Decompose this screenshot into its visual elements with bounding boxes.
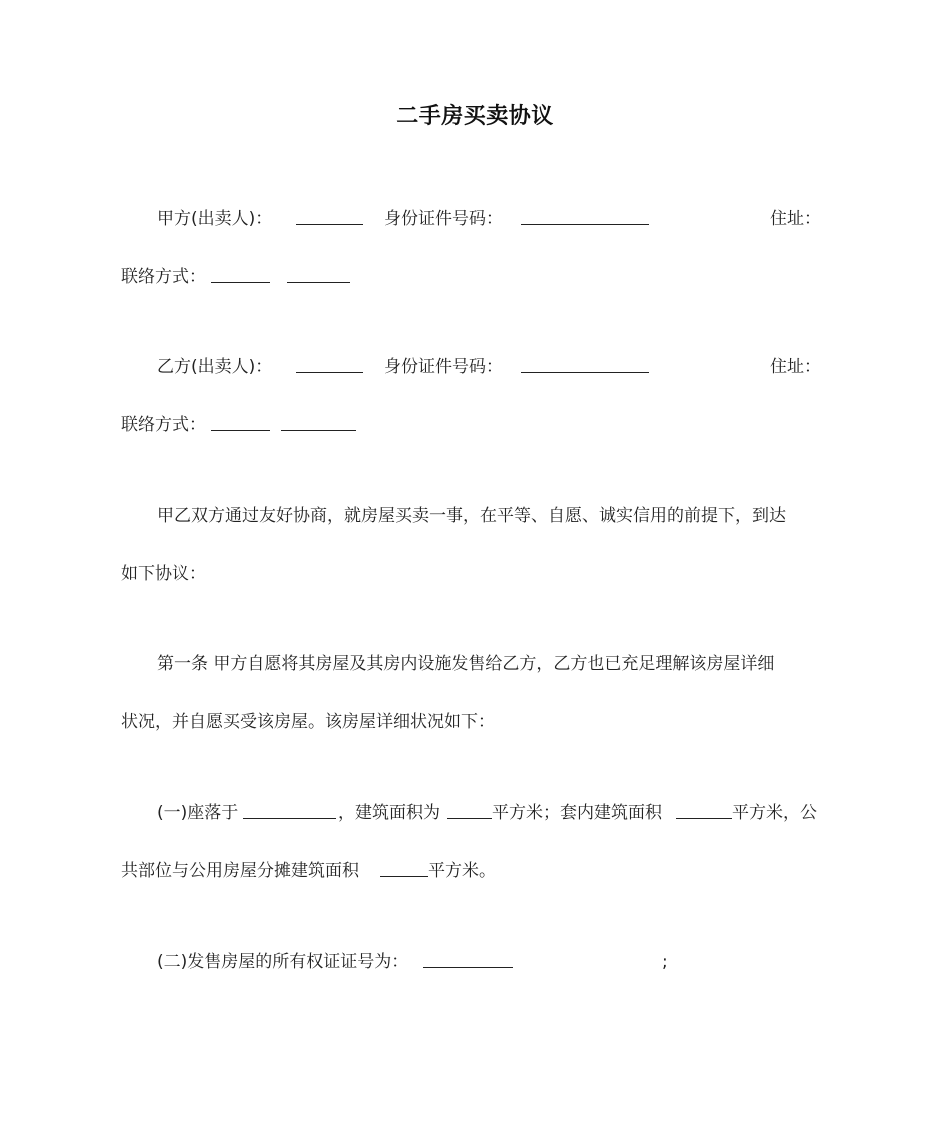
item-1-location-label: (一)座落于: [157, 803, 239, 823]
party-b-contact-label: 联络方式：: [121, 415, 206, 435]
item-1-location-blank: [243, 801, 336, 826]
intro-line-1: 甲乙双方通过友好协商，就房屋买卖一事，在平等、自愿、诚实信用的前提下，到达: [157, 506, 786, 526]
party-a-id-blank: [521, 207, 649, 232]
party-b-address-label: 住址：: [770, 357, 821, 377]
item-2-cert-blank: [423, 950, 513, 975]
item-2-cert-label: (二)发售房屋的所有权证证号为：: [157, 952, 409, 972]
item-1-area-label: ，建筑面积为: [338, 803, 440, 823]
item-2-semicolon: ;: [662, 952, 668, 972]
party-a-contact-blank-2: [287, 265, 350, 290]
party-a-name-blank: [296, 207, 363, 232]
item-1-shared-area-blank: [380, 859, 428, 884]
party-b-id-label: 身份证件号码：: [384, 357, 503, 377]
article-1-line-2: 状况，并自愿买受该房屋。该房屋详细状况如下：: [121, 712, 495, 732]
party-a-address-label: 住址：: [770, 209, 821, 229]
document-title: 二手房买卖协议: [396, 104, 554, 129]
party-a-contact-blank-1: [211, 265, 270, 290]
party-b-contact-blank-1: [211, 413, 270, 438]
party-a-id-label: 身份证件号码：: [384, 209, 503, 229]
party-b-contact-blank-2: [281, 413, 356, 438]
item-1-inner-area-label: 平方米；套内建筑面积: [492, 803, 662, 823]
party-b-label: 乙方(出卖人)：: [157, 357, 273, 377]
article-1-line-1: 第一条 甲方自愿将其房屋及其房内设施发售给乙方，乙方也已充足理解该房屋详细: [157, 654, 775, 674]
party-a-label: 甲方(出卖人)：: [157, 209, 273, 229]
item-1-unit-continued: 平方米，公: [732, 803, 817, 823]
item-1-area-blank: [447, 801, 492, 826]
party-b-id-blank: [521, 355, 649, 380]
item-1-inner-area-blank: [676, 801, 732, 826]
party-a-contact-label: 联络方式：: [121, 267, 206, 287]
intro-line-2: 如下协议：: [121, 564, 206, 584]
item-1-shared-area-unit: 平方米。: [428, 861, 496, 881]
item-1-shared-area-label: 共部位与公用房屋分摊建筑面积: [121, 861, 359, 881]
party-b-name-blank: [296, 355, 363, 380]
